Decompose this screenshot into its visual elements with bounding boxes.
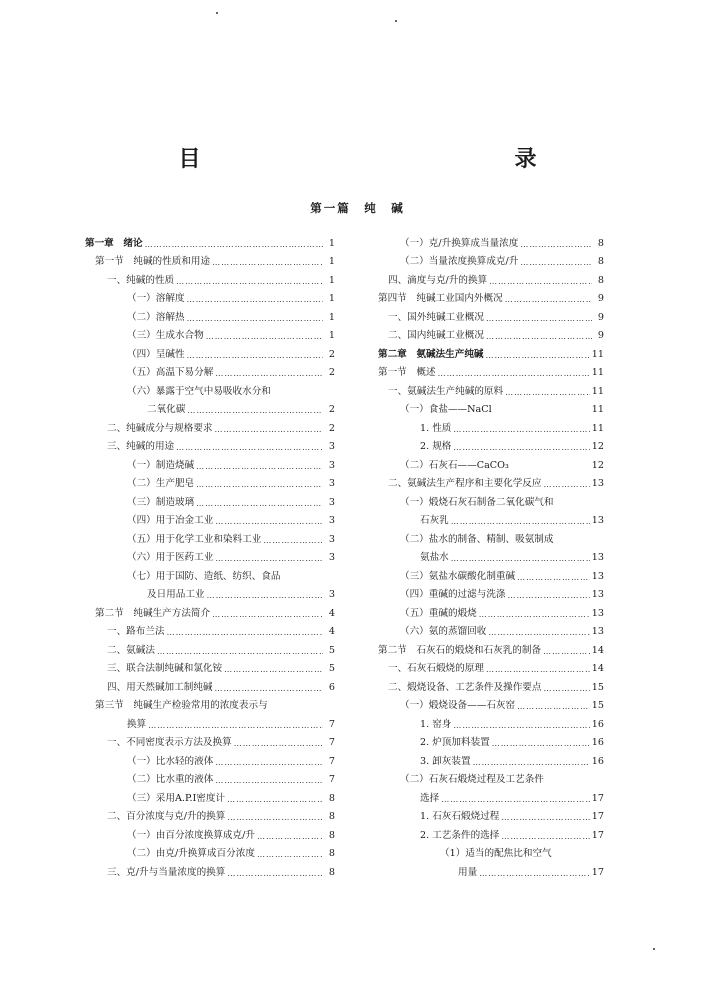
toc-entry-page: 8 — [328, 811, 335, 823]
toc-entry — [378, 304, 604, 323]
toc-entry — [378, 360, 604, 379]
toc-entry-page: 3 — [328, 496, 335, 508]
toc-leader-dots — [196, 463, 323, 471]
toc-entry-title: （二）生产肥皂 — [127, 478, 195, 490]
toc-entry-title: 1. 性质 — [420, 422, 452, 434]
toc-entry-title: （一）溶解度 — [127, 293, 185, 305]
toc-entry-title: 二、煅烧设备、工艺条件及操作要点 — [388, 681, 542, 693]
toc-leader-dots — [453, 444, 589, 452]
toc-entry-title: 四、用天然碱加工制纯碱 — [107, 681, 213, 693]
toc-leader-dots — [544, 481, 590, 489]
toc-entry-title: （一）比水轻的液体 — [127, 755, 214, 767]
toc-leader-dots — [501, 833, 589, 841]
toc-entry — [85, 360, 335, 379]
toc-entry — [85, 323, 335, 342]
toc-entry-title: 第三节 纯碱生产检验常用的浓度表示与 — [95, 700, 268, 712]
toc-entry — [378, 859, 604, 878]
toc-entry-title: （1）适当的配焦比和空气 — [440, 848, 552, 860]
toc-entry-title: 一、路布兰法 — [107, 626, 165, 638]
page-title: 目 录 — [178, 146, 599, 172]
toc-entry-page: 13 — [591, 626, 604, 638]
toc-leader-dots — [520, 259, 592, 267]
toc-entry — [85, 656, 335, 675]
toc-entry-title: （二）比水重的液体 — [127, 774, 214, 786]
toc-entry-page: 5 — [328, 644, 335, 656]
toc-entry — [378, 600, 604, 619]
toc-entry — [378, 545, 604, 564]
toc-leader-dots — [505, 296, 592, 304]
toc-entry — [85, 415, 335, 434]
toc-entry-title: 氨盐水 — [420, 552, 449, 564]
toc-entry — [85, 286, 335, 305]
toc-leader-dots — [517, 703, 590, 711]
toc-leader-dots — [215, 777, 323, 785]
toc-entry — [85, 693, 335, 712]
toc-entry-page: 13 — [591, 607, 604, 619]
toc-entry-title: 选择 — [420, 792, 440, 804]
scan-speck — [216, 12, 218, 14]
toc-leader-dots — [486, 352, 590, 360]
toc-entry-page: 1 — [328, 237, 335, 249]
toc-entry-title: 第四节 纯碱工业国内外概况 — [378, 293, 503, 305]
toc-entry-page: 16 — [591, 755, 604, 767]
toc-entry-page: 1 — [328, 256, 335, 268]
toc-entry-page: 17 — [591, 811, 604, 823]
toc-entry-title: （五）重碱的煅烧 — [400, 607, 477, 619]
toc-entry-title: 第一章 绪论 — [85, 237, 143, 249]
toc-entry-title: （一）煅烧设备——石灰窑 — [400, 700, 516, 712]
toc-entry — [378, 582, 604, 601]
toc-leader-dots — [227, 814, 323, 822]
toc-entry-page: 3 — [328, 515, 335, 527]
toc-leader-dots — [486, 315, 592, 323]
toc-entry — [378, 711, 604, 730]
toc-entry — [85, 748, 335, 767]
toc-entry-page: 14 — [591, 663, 604, 675]
toc-leader-dots — [212, 611, 323, 619]
toc-entry-title: 及日用品工业 — [147, 589, 205, 601]
toc-entry — [378, 323, 604, 342]
toc-entry-title: 2. 规格 — [420, 441, 452, 453]
toc-leader-dots — [479, 611, 590, 619]
toc-right-column — [378, 230, 604, 878]
toc-entry — [378, 674, 604, 693]
toc-entry-page: 9 — [597, 311, 604, 323]
toc-entry — [378, 230, 604, 249]
toc-leader-dots — [473, 759, 590, 767]
toc-entry — [378, 563, 604, 582]
toc-entry — [85, 526, 335, 545]
toc-entry-page: 13 — [591, 552, 604, 564]
toc-entry — [378, 526, 604, 545]
toc-leader-dots — [544, 685, 590, 693]
toc-entry-title: 三、联合法制纯碱和氯化铵 — [107, 663, 223, 675]
toc-entry — [378, 452, 604, 471]
toc-leader-dots — [451, 518, 590, 526]
toc-leader-dots — [263, 537, 323, 545]
toc-entry-title: 一、氨碱法生产纯碱的原料 — [388, 385, 504, 397]
toc-entry-page: 14 — [591, 644, 604, 656]
toc-entry-page: 3 — [328, 478, 335, 490]
toc-entry — [85, 637, 335, 656]
toc-entry-title: （三）氨盐水碳酸化制重碱 — [400, 570, 516, 582]
toc-entry-page: 16 — [591, 737, 604, 749]
toc-leader-dots — [167, 629, 323, 637]
toc-entry-page: 3 — [328, 459, 335, 471]
toc-leader-dots — [215, 370, 323, 378]
toc-leader-dots — [517, 574, 590, 582]
toc-entry — [85, 822, 335, 841]
toc-left-column — [85, 230, 335, 878]
toc-entry — [85, 711, 335, 730]
toc-entry — [85, 230, 335, 249]
toc-entry — [378, 415, 604, 434]
toc-entry-page: 1 — [328, 293, 335, 305]
toc-entry — [378, 508, 604, 527]
toc-leader-dots — [486, 666, 590, 674]
toc-entry-title: （七）用于国防、造纸、纺织、食品 — [127, 570, 281, 582]
toc-entry — [378, 730, 604, 749]
toc-entry-title: （二）石灰石煅烧过程及工艺条件 — [400, 774, 544, 786]
toc-entry — [85, 859, 335, 878]
toc-leader-dots — [488, 629, 589, 637]
toc-leader-dots — [453, 426, 589, 434]
toc-entry — [378, 267, 604, 286]
toc-entry — [85, 767, 335, 786]
toc-leader-dots — [479, 870, 590, 878]
toc-entry-page: 16 — [591, 718, 604, 730]
toc-entry — [378, 804, 604, 823]
toc-entry-page: 13 — [591, 589, 604, 601]
toc-entry-page: 15 — [591, 681, 604, 693]
toc-leader-dots — [187, 407, 323, 415]
toc-leader-dots — [227, 796, 323, 804]
toc-leader-dots — [257, 851, 323, 859]
toc-entry — [85, 434, 335, 453]
toc-entry-title: （六）暴露于空气中易吸收水分和 — [127, 385, 271, 397]
toc-entry-page: 11 — [591, 404, 604, 416]
toc-entry-page: 17 — [591, 829, 604, 841]
toc-entry-title: （四）重碱的过滤与洗涤 — [400, 589, 506, 601]
toc-entry — [85, 304, 335, 323]
toc-entry-page: 7 — [328, 755, 335, 767]
toc-entry-title: （四）用于冶金工业 — [127, 515, 214, 527]
toc-entry — [378, 841, 604, 860]
toc-entry — [378, 822, 604, 841]
toc-entry — [378, 656, 604, 675]
toc-entry-page: 8 — [328, 866, 335, 878]
toc-leader-dots — [441, 796, 590, 804]
toc-entry — [85, 674, 335, 693]
toc-leader-dots — [206, 333, 323, 341]
toc-entry-page: 8 — [328, 829, 335, 841]
toc-entry-title: （二）石灰石——CaCO₃ — [400, 459, 509, 471]
toc-entry-page: 4 — [328, 607, 335, 619]
toc-entry-page: 12 — [591, 441, 604, 453]
toc-entry-title: 三、纯碱的用途 — [107, 441, 175, 453]
toc-entry — [378, 286, 604, 305]
toc-leader-dots — [176, 278, 323, 286]
toc-leader-dots — [196, 500, 323, 508]
toc-entry-page: 11 — [591, 385, 604, 397]
toc-entry-title: 二、百分浓度与克/升的换算 — [107, 811, 226, 823]
toc-entry — [378, 748, 604, 767]
toc-entry — [85, 249, 335, 268]
toc-leader-dots — [257, 833, 323, 841]
toc-entry-title: 二氧化碳 — [147, 404, 186, 416]
toc-leader-dots — [145, 241, 323, 249]
toc-entry — [378, 637, 604, 656]
toc-entry-page: 13 — [591, 478, 604, 490]
toc-entry-title: 二、国内纯碱工业概况 — [388, 330, 484, 342]
toc-entry-title: 一、石灰石煅烧的原理 — [388, 663, 484, 675]
toc-entry-title: 第二节 纯碱生产方法简介 — [95, 607, 211, 619]
toc-entry-title: 一、国外纯碱工业概况 — [388, 311, 484, 323]
toc-entry-page: 2 — [328, 422, 335, 434]
toc-entry — [378, 434, 604, 453]
toc-entry-page: 2 — [328, 367, 335, 379]
toc-leader-dots — [486, 333, 592, 341]
toc-leader-dots — [505, 389, 590, 397]
toc-entry — [378, 378, 604, 397]
toc-entry-page: 9 — [597, 293, 604, 305]
toc-entry-page: 13 — [591, 515, 604, 527]
toc-entry-page: 7 — [328, 774, 335, 786]
toc-entry — [85, 730, 335, 749]
toc-entry — [85, 267, 335, 286]
toc-leader-dots — [187, 296, 323, 304]
toc-entry-page: 2 — [328, 348, 335, 360]
toc-entry — [378, 249, 604, 268]
scan-speck — [395, 20, 397, 22]
toc-entry-title: 二、氨碱法 — [107, 644, 155, 656]
toc-entry-page: 8 — [328, 848, 335, 860]
toc-leader-dots — [453, 722, 589, 730]
toc-entry-page: 9 — [597, 330, 604, 342]
toc-leader-dots — [157, 648, 323, 656]
toc-entry-title: 第二章 氨碱法生产纯碱 — [378, 348, 484, 360]
toc-entry-title: （三）制造玻璃 — [127, 496, 195, 508]
toc-leader-dots — [215, 555, 323, 563]
toc-leader-dots — [215, 426, 323, 434]
toc-entry-page: 4 — [328, 626, 335, 638]
toc-leader-dots — [438, 370, 590, 378]
toc-entry-title: （二）当量浓度换算成克/升 — [400, 256, 519, 268]
toc-leader-dots — [215, 518, 323, 526]
toc-entry-title: （五）用于化学工业和染料工业 — [127, 533, 262, 545]
toc-entry-title: （五）高温下易分解 — [127, 367, 214, 379]
toc-entry-page: 12 — [591, 459, 604, 471]
toc-entry — [85, 397, 335, 416]
toc-entry — [85, 378, 335, 397]
toc-entry-title: 一、不同密度表示方法及换算 — [107, 737, 232, 749]
toc-entry-page: 1 — [328, 274, 335, 286]
toc-entry — [85, 471, 335, 490]
toc-leader-dots — [520, 241, 592, 249]
toc-entry-page: 8 — [597, 256, 604, 268]
toc-entry — [85, 804, 335, 823]
toc-leader-dots — [543, 648, 590, 656]
toc-entry-title: 一、纯碱的性质 — [107, 274, 175, 286]
toc-entry-title: （六）氨的蒸馏回收 — [400, 626, 487, 638]
toc-entry-title: 第一节 纯碱的性质和用途 — [95, 256, 211, 268]
toc-entry-title: （一）煅烧石灰石制备二氧化碳气和 — [400, 496, 554, 508]
toc-entry-page: 3 — [328, 589, 335, 601]
toc-leader-dots — [176, 444, 323, 452]
scan-speck — [653, 948, 655, 950]
toc-entry — [378, 767, 604, 786]
toc-leader-dots — [224, 666, 323, 674]
toc-entry-page: 3 — [328, 533, 335, 545]
toc-leader-dots — [207, 592, 323, 600]
toc-entry — [85, 508, 335, 527]
toc-entry-page: 3 — [328, 441, 335, 453]
toc-entry-page: 6 — [328, 681, 335, 693]
toc-entry — [378, 341, 604, 360]
toc-leader-dots — [501, 814, 589, 822]
toc-entry-page: 11 — [591, 367, 604, 379]
toc-entry — [85, 785, 335, 804]
toc-leader-dots — [489, 278, 592, 286]
toc-entry — [378, 619, 604, 638]
toc-entry-title: （六）用于医药工业 — [127, 552, 214, 564]
toc-leader-dots — [451, 555, 590, 563]
toc-entry-title: 三、克/升与当量浓度的换算 — [107, 866, 226, 878]
toc-entry-page: 7 — [328, 737, 335, 749]
toc-leader-dots — [215, 759, 323, 767]
toc-leader-dots — [196, 481, 323, 489]
toc-entry-title: （一）食盐——NaCl — [400, 404, 492, 416]
toc-entry-page: 8 — [597, 237, 604, 249]
toc-leader-dots — [227, 870, 323, 878]
toc-entry-title: （一）制造烧碱 — [127, 459, 195, 471]
toc-leader-dots — [508, 592, 590, 600]
toc-entry-title: 石灰乳 — [420, 515, 449, 527]
toc-entry-page: 7 — [328, 718, 335, 730]
toc-entry-page: 8 — [328, 792, 335, 804]
toc-entry — [85, 600, 335, 619]
toc-leader-dots — [187, 315, 323, 323]
toc-entry-title: 换算 — [127, 718, 147, 730]
toc-leader-dots — [187, 352, 323, 360]
toc-entry — [85, 563, 335, 582]
toc-entry-page: 2 — [328, 404, 335, 416]
toc-entry-title: （一）克/升换算成当量浓度 — [400, 237, 519, 249]
toc-entry-title: 1. 石灰石煅烧过程 — [420, 811, 500, 823]
toc-entry-page: 5 — [328, 663, 335, 675]
toc-entry — [85, 582, 335, 601]
toc-entry-title: （一）由百分浓度换算成克/升 — [127, 829, 255, 841]
toc-entry-page: 8 — [597, 274, 604, 286]
toc-entry-title: （二）由克/升换算成百分浓度 — [127, 848, 255, 860]
toc-entry-page: 15 — [591, 700, 604, 712]
toc-entry-title: 3. 卸灰装置 — [420, 755, 471, 767]
toc-entry-title: 2. 工艺条件的选择 — [420, 829, 500, 841]
toc-entry — [378, 471, 604, 490]
toc-entry-page: 1 — [328, 311, 335, 323]
toc-leader-dots — [215, 685, 323, 693]
part-heading: 第一篇 纯 碱 — [310, 201, 405, 215]
toc-entry-page: 11 — [591, 422, 604, 434]
toc-leader-dots — [148, 722, 323, 730]
toc-entry-title: （二）溶解热 — [127, 311, 185, 323]
toc-entry-title: 2. 炉顶加料装置 — [420, 737, 490, 749]
toc-entry-title: 第二节 石灰石的煅烧和石灰乳的制备 — [378, 644, 542, 656]
toc-entry — [378, 693, 604, 712]
toc-entry — [378, 785, 604, 804]
toc-entry-page: 13 — [591, 570, 604, 582]
toc-entry — [85, 841, 335, 860]
toc-entry — [378, 397, 604, 416]
toc-entry-page: 3 — [328, 552, 335, 564]
toc-entry — [85, 489, 335, 508]
toc-entry-title: 1. 窑身 — [420, 718, 452, 730]
toc-entry-title: （三）生成水合物 — [127, 330, 204, 342]
toc-entry-page: 11 — [591, 348, 604, 360]
toc-entry-title: 用量 — [458, 866, 478, 878]
toc-entry-title: 二、纯碱成分与规格要求 — [107, 422, 213, 434]
toc-leader-dots — [234, 740, 323, 748]
toc-entry — [85, 545, 335, 564]
toc-entry-page: 1 — [328, 330, 335, 342]
toc-entry — [378, 489, 604, 508]
toc-entry — [85, 341, 335, 360]
toc-leader-dots — [492, 740, 590, 748]
toc-entry-title: （四）呈碱性 — [127, 348, 185, 360]
toc-entry-page: 17 — [591, 792, 604, 804]
toc-entry-title: （二）盐水的制备、精制、吸氨制成 — [400, 533, 554, 545]
toc-entry-title: 二、氨碱法生产程序和主要化学反应 — [388, 478, 542, 490]
toc-entry-title: （三）采用A.P.I密度计 — [127, 792, 226, 804]
toc-entry-page: 17 — [591, 866, 604, 878]
toc-entry — [85, 452, 335, 471]
toc-entry-title: 四、滴度与克/升的换算 — [388, 274, 488, 286]
toc-entry-title: 第一节 概述 — [378, 367, 436, 379]
toc-entry — [85, 619, 335, 638]
toc-leader-dots — [212, 259, 323, 267]
